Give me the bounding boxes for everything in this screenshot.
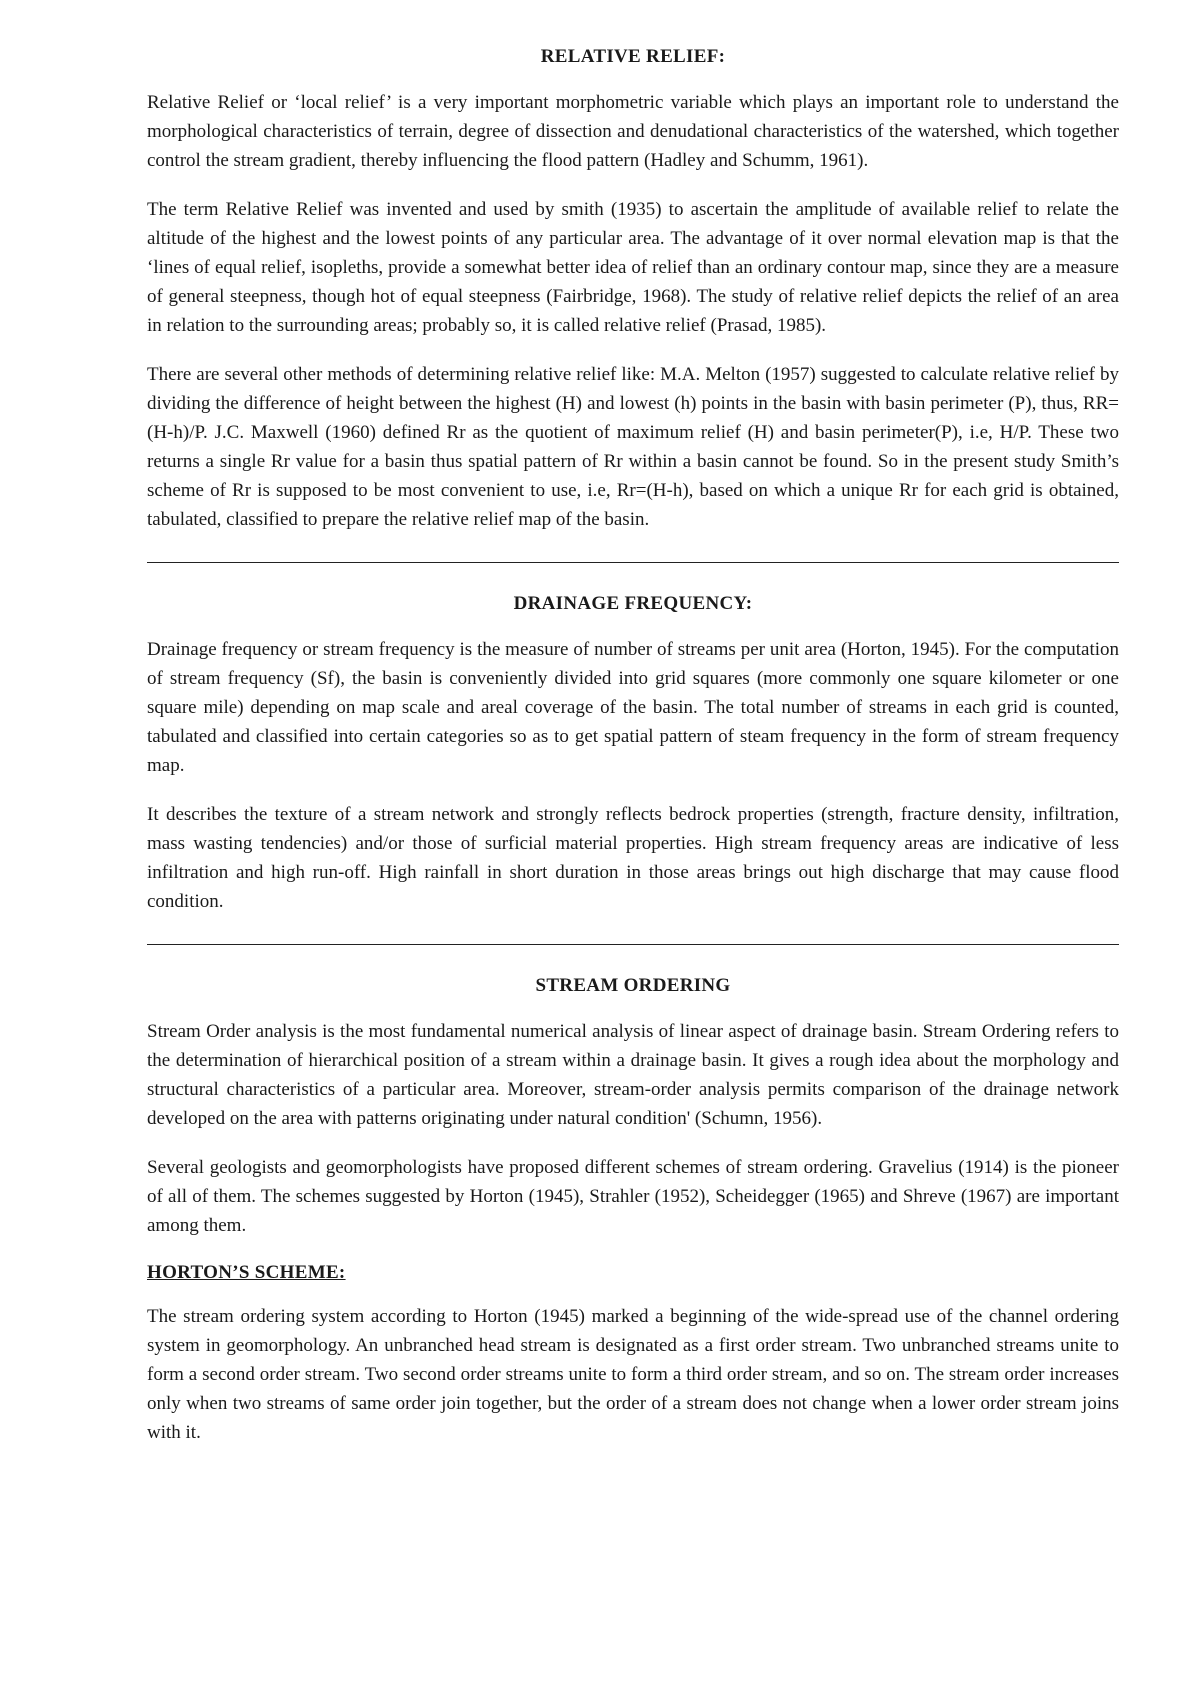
heading-stream-ordering: STREAM ORDERING [535,975,731,996]
section-relative-relief [147,44,1119,534]
document-body [147,44,1119,1467]
paragraph: Several geologists and geomorphologists have proposed different schemes of stream ordering. Gravelius (1914) is the pioneer of all of them. The schemes suggested by Horton (1945), Strahler (1952), Scheidegger (1965) and Shreve (1967) are important among them. [147,1157,1119,1236]
paragraph: Drainage frequency or stream frequency is the measure of number of streams per unit area (Horton, 1945). For the computation of stream frequency (Sf), the basin is conveniently divided into grid squares (more commonly one square kilometer or one square mile) depending on map scale and areal coverage of the basin. The total number of streams in each grid is counted, tabulated and classified into certain categories so as to get spatial pattern of steam frequency in the form of stream frequency map. [147,639,1119,776]
subheading-hortons-scheme: HORTON’S SCHEME: [147,1262,346,1283]
paragraph: It describes the texture of a stream network and strongly reflects bedrock properties (strength, fracture density, infiltration, mass wasting tendencies) and/or those of surficial material properties. High stream frequency areas are indicative of less infiltration and high run-off. High rainfall in short duration in those areas brings out high discharge that may cause flood condition. [147,804,1119,912]
paragraph: Relative Relief or ‘local relief’ is a very important morphometric variable which plays an important role to understand the morphological characteristics of terrain, degree of dissection and denudational characteristics of the watershed, which together control the stream gradient, thereby influencing the flood pattern (Hadley and Schumm, 1961). [147,92,1119,171]
paragraph: There are several other methods of determining relative relief like: M.A. Melton (1957) suggested to calculate relative relief by dividing the difference of height between the highest (H) and lowest (h) points in the basin with basin perimeter (P), thus, RR=(H-h)/P. J.C. Maxwell (1960) defined Rr as the quotient of maximum relief (H) and basin perimeter(P), i.e, H/P. These two returns a single Rr value for a basin thus spatial pattern of Rr within a basin cannot be found. So in the present study Smith’s scheme of Rr is supposed to be most convenient to use, i.e, Rr=(H-h), based on which a unique Rr for each grid is obtained, tabulated, classified to prepare the relative relief map of the basin. [147,364,1119,530]
section-stream-ordering [147,973,1119,1447]
paragraph: The term Relative Relief was invented and used by smith (1935) to ascertain the amplitude of available relief to relate the altitude of the highest and the lowest points of any particular area. The advantage of it over normal elevation map is that the ‘lines of equal relief, isopleths, provide a somewhat better idea of relief than an ordinary contour map, since they are a measure of general steepness, though hot of equal steepness (Fairbridge, 1968). The study of relative relief depicts the relief of an area in relation to the surrounding areas; probably so, it is called relative relief (Prasad, 1985). [147,199,1119,336]
section-drainage-frequency [147,591,1119,916]
heading-drainage-frequency: DRAINAGE FREQUENCY: [513,593,753,614]
paragraph: Stream Order analysis is the most fundamental numerical analysis of linear aspect of drainage basin. Stream Ordering refers to the determination of hierarchical position of a stream within a drainage basin. It gives a rough idea about the morphology and structural characteristics of a particular area. Moreover, stream-order analysis permits comparison of the drainage network developed on the area with patterns originating under natural condition' (Schumn, 1956). [147,1021,1119,1129]
paragraph: The stream ordering system according to Horton (1945) marked a beginning of the wide-spread use of the channel ordering system in geomorphology. An unbranched head stream is designated as a first order stream. Two unbranched streams unite to form a second order stream. Two second order streams unite to form a third order stream, and so on. The stream order increases only when two streams of same order join together, but the order of a stream does not change when a lower order stream joins with it. [147,1306,1119,1443]
section-divider [147,562,1119,563]
section-divider [147,944,1119,945]
heading-relative-relief: RELATIVE RELIEF: [540,46,726,67]
